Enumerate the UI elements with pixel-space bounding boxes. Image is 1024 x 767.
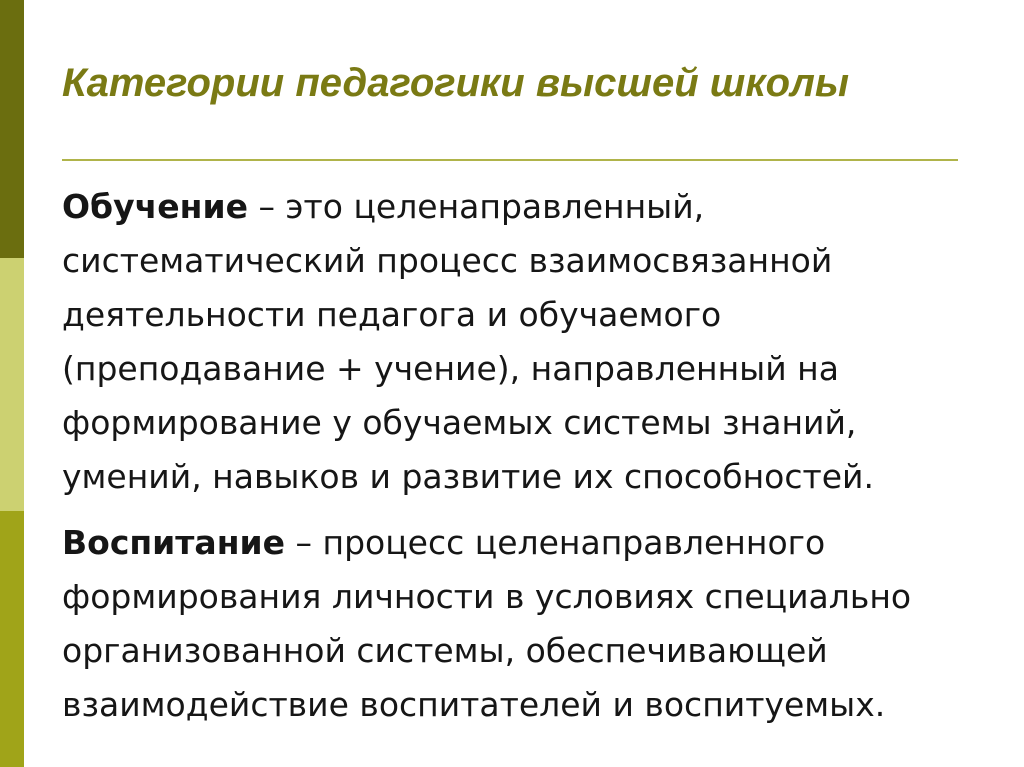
side-bar-light — [0, 258, 24, 511]
slide-body — [62, 180, 962, 744]
definition-term: Обучение — [62, 187, 248, 226]
side-bar-mid — [0, 511, 24, 767]
definition-paragraph-learning — [62, 180, 962, 504]
definition-text: – процесс целенаправленного формирования личности в условиях специально организованной системы, обеспечивающей взаимодействие воспитателей и воспитуемых. — [62, 523, 912, 724]
definition-term: Воспитание — [62, 523, 286, 562]
definition-paragraph-upbringing — [62, 516, 962, 732]
slide-title: Категории педагогики высшей школы — [62, 61, 850, 105]
title-underline — [62, 159, 958, 161]
side-bar-dark — [0, 0, 24, 258]
definition-text: – это целенаправленный, систематический процесс взаимосвязанной деятельности педагога и обучаемого (преподавание + учение), направленный на формирование у обучаемых системы знаний, умений, навыков и развитие их способностей. — [62, 187, 874, 496]
